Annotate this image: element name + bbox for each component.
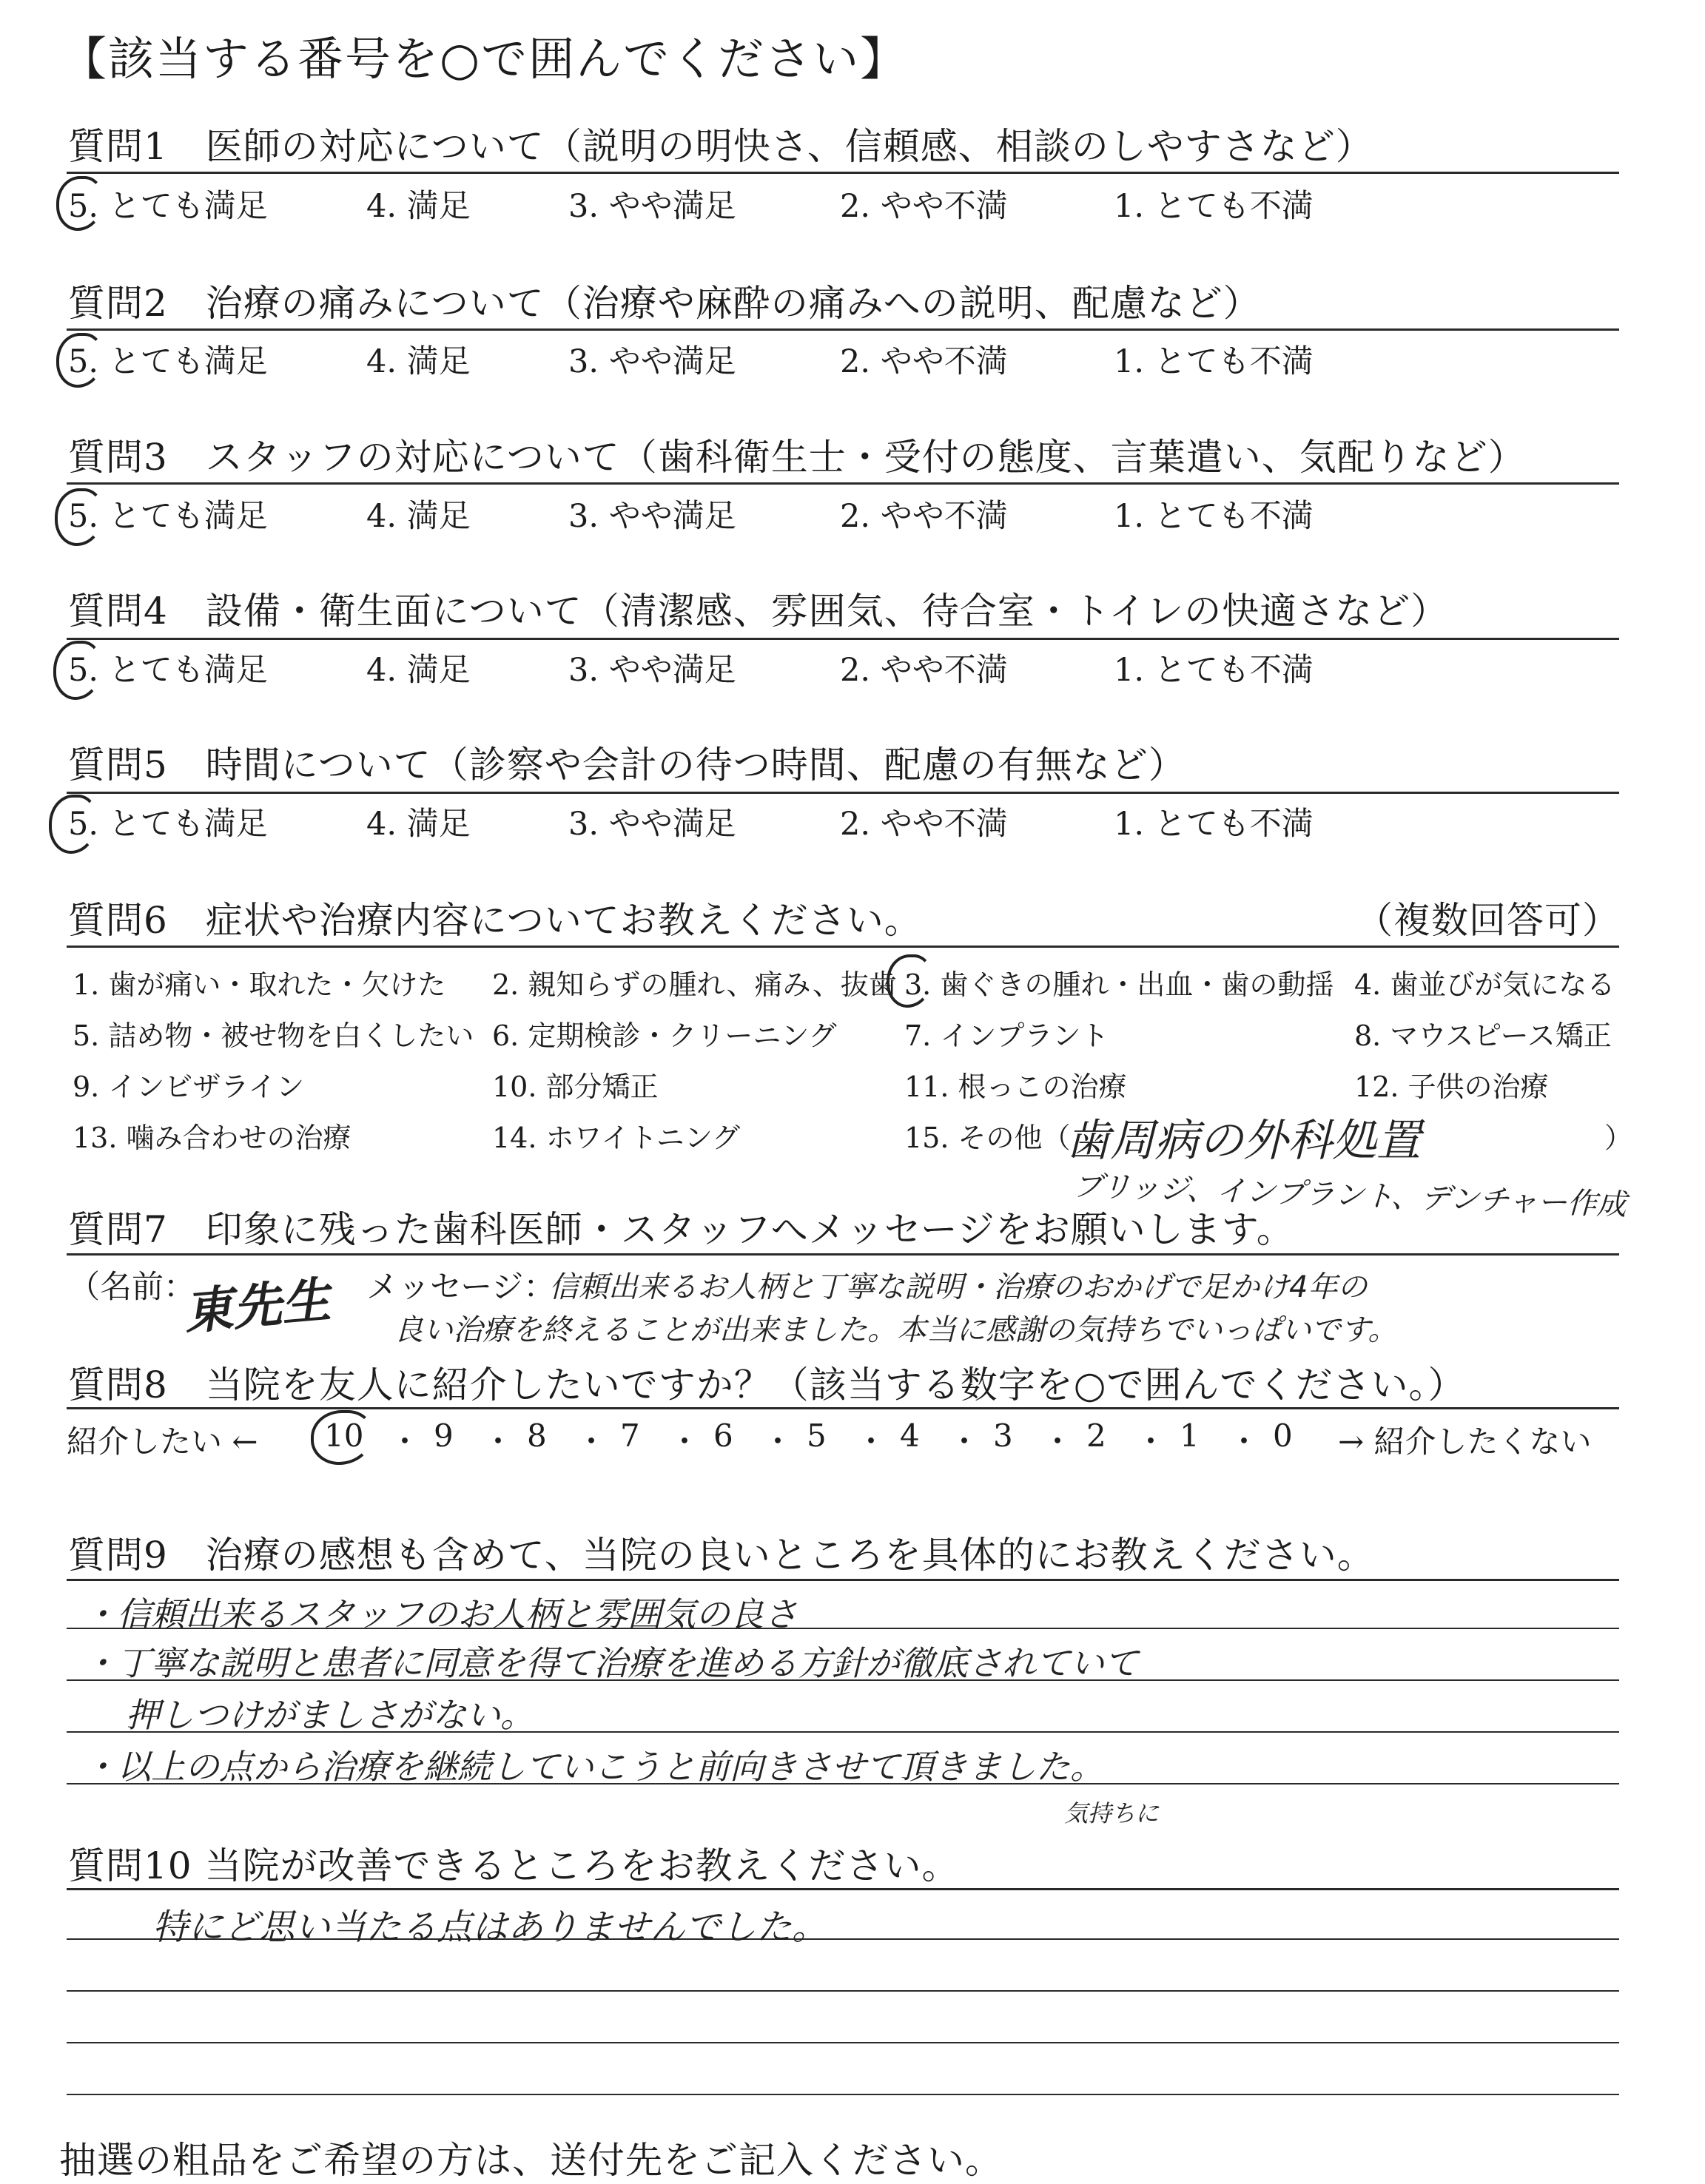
- q8-scale-4[interactable]: 4: [900, 1418, 920, 1454]
- q6-other-text-2[interactable]: ブリッジ、インプラント、デンチャー作成: [1072, 1168, 1627, 1223]
- q6-item-9[interactable]: 9. インビザライン: [73, 1071, 305, 1103]
- q5-heading: 質問5 時間について（診察や会計の待つ時間、配慮の有無など）: [68, 744, 1186, 786]
- q5-answer-circle: [49, 795, 98, 854]
- q8-dot: ・: [669, 1423, 701, 1460]
- q1-rule: [67, 172, 1619, 174]
- q5-option-5[interactable]: 5. とても満足: [68, 806, 268, 843]
- q3-option-3[interactable]: 3. やや満足: [568, 498, 736, 535]
- q9-answer-line-3[interactable]: 押しつけがましさがない。: [126, 1695, 534, 1735]
- q7-heading: 質問7 印象に残った歯科医師・スタッフへメッセージをお願いします。: [68, 1208, 1294, 1251]
- q6-item-13[interactable]: 13. 噛み合わせの治療: [73, 1122, 352, 1154]
- q1-option-1[interactable]: 1. とても不満: [1114, 188, 1314, 225]
- q4-option-3[interactable]: 3. やや満足: [568, 652, 736, 689]
- q8-left-label: 紹介したい ←: [67, 1423, 258, 1460]
- q7-name-label: （名前：: [68, 1269, 195, 1306]
- q8-scale-9[interactable]: 9: [434, 1418, 454, 1454]
- q2-option-4[interactable]: 4. 満足: [366, 343, 471, 380]
- q8-right-label: → 紹介したくない: [1338, 1423, 1592, 1460]
- q4-option-1[interactable]: 1. とても不満: [1114, 652, 1314, 689]
- q7-name-value[interactable]: 東先生: [181, 1271, 333, 1341]
- q8-scale-0[interactable]: 0: [1273, 1418, 1293, 1454]
- q8-answer-circle: [311, 1410, 373, 1465]
- q7-message-line-1[interactable]: 信頼出来るお人柄と丁寧な説明・治療のおかげで足かけ4年の: [549, 1270, 1368, 1304]
- q3-heading: 質問3 スタッフの対応について（歯科衛生士・受付の態度、言葉遣い、気配りなど）: [68, 436, 1526, 479]
- q8-dot: ・: [389, 1423, 421, 1460]
- q9-heading: 質問9 治療の感想も含めて、当院の良いところを具体的にお教えください。: [68, 1534, 1375, 1577]
- q9-answer-line-1[interactable]: ・信頼出来るスタッフのお人柄と雰囲気の良さ: [83, 1594, 798, 1634]
- q1-option-4[interactable]: 4. 満足: [366, 188, 471, 225]
- q3-option-2[interactable]: 2. やや不満: [840, 498, 1008, 535]
- q3-option-4[interactable]: 4. 満足: [366, 498, 471, 535]
- q2-option-2[interactable]: 2. やや不満: [840, 343, 1008, 380]
- q4-option-4[interactable]: 4. 満足: [366, 652, 471, 689]
- q6-item-15-close-paren: ）: [1604, 1122, 1633, 1154]
- page-title: 【該当する番号を○で囲んでください】: [61, 32, 908, 86]
- q8-heading: 質問8 当院を友人に紹介したいですか？（該当する数字を○で囲んでください。）: [68, 1364, 1466, 1406]
- q3-option-1[interactable]: 1. とても不満: [1114, 498, 1314, 535]
- q5-option-4[interactable]: 4. 満足: [366, 806, 471, 843]
- q8-scale-6[interactable]: 6: [713, 1418, 733, 1454]
- q10-line-2: [67, 1990, 1619, 1992]
- q8-dot: ・: [1228, 1423, 1260, 1460]
- q6-item-3[interactable]: 3. 歯ぐきの腫れ・出血・歯の動揺: [904, 968, 1334, 1001]
- q2-option-5[interactable]: 5. とても満足: [68, 343, 268, 380]
- q8-scale-10[interactable]: 10: [324, 1418, 364, 1454]
- q8-scale-5[interactable]: 5: [807, 1418, 827, 1454]
- q6-item-10[interactable]: 10. 部分矯正: [492, 1071, 659, 1103]
- q5-rule: [67, 792, 1619, 794]
- q2-heading: 質問2 治療の痛みについて（治療や麻酔の痛みへの説明、配慮など）: [68, 282, 1261, 325]
- q4-answer-circle: [53, 641, 102, 700]
- q6-item-14[interactable]: 14. ホワイトニング: [492, 1122, 741, 1154]
- q1-option-5[interactable]: 5. とても満足: [68, 188, 268, 225]
- q5-option-2[interactable]: 2. やや不満: [840, 806, 1008, 843]
- q8-dot: ・: [949, 1423, 981, 1460]
- q7-message-label: メッセージ：: [366, 1269, 556, 1306]
- q6-item-8[interactable]: 8. マウスピース矯正: [1354, 1019, 1612, 1052]
- q1-heading: 質問1 医師の対応について（説明の明快さ、信頼感、相談のしやすさなど）: [68, 125, 1373, 168]
- q6-item-6[interactable]: 6. 定期検診・クリーニング: [492, 1019, 837, 1052]
- q5-option-3[interactable]: 3. やや満足: [568, 806, 736, 843]
- q1-option-2[interactable]: 2. やや不満: [840, 188, 1008, 225]
- q10-line-3: [67, 2042, 1619, 2043]
- q6-item-4[interactable]: 4. 歯並びが気になる: [1354, 968, 1615, 1001]
- q6-heading: 質問6 症状や治療内容についてお教えください。: [68, 899, 922, 942]
- q3-option-5[interactable]: 5. とても満足: [68, 498, 268, 535]
- q6-item-2[interactable]: 2. 親知らずの腫れ、痛み、抜歯: [492, 968, 897, 1001]
- q1-option-3[interactable]: 3. やや満足: [568, 188, 736, 225]
- q2-option-3[interactable]: 3. やや満足: [568, 343, 736, 380]
- q6-other-text[interactable]: 歯周病の外科処置: [1066, 1115, 1421, 1167]
- q2-rule: [67, 328, 1619, 331]
- q6-item-5[interactable]: 5. 詰め物・被せ物を白くしたい: [73, 1019, 474, 1052]
- q8-dot: ・: [576, 1423, 608, 1460]
- q2-option-1[interactable]: 1. とても不満: [1114, 343, 1314, 380]
- q7-rule: [67, 1253, 1619, 1256]
- q6-item-15[interactable]: 15. その他（: [904, 1122, 1071, 1154]
- q10-answer[interactable]: 特にど思い当たる点はありませんでした。: [152, 1907, 828, 1948]
- q3-rule: [67, 482, 1619, 485]
- q10-line-4: [67, 2094, 1619, 2095]
- q6-item-7[interactable]: 7. インプラント: [904, 1019, 1109, 1052]
- q8-scale-3[interactable]: 3: [993, 1418, 1013, 1454]
- q8-dot: ・: [855, 1423, 887, 1460]
- footer-note: 抽選の粗品をご希望の方は、送付先をご記入ください。: [59, 2139, 1003, 2182]
- q9-insertion-note[interactable]: 気持ちに: [1064, 1799, 1160, 1827]
- q3-answer-circle: [55, 488, 104, 546]
- q4-rule: [67, 638, 1619, 640]
- q8-scale-7[interactable]: 7: [620, 1418, 640, 1454]
- q9-answer-line-4[interactable]: ・以上の点から治療を継続していこうと前向きさせて頂きました。: [83, 1747, 1104, 1787]
- q9-answer-line-2[interactable]: ・丁寧な説明と患者に同意を得て治療を進める方針が徹底されていて: [83, 1643, 1138, 1683]
- q8-dot: ・: [1042, 1423, 1074, 1460]
- q6-multiple-note: （複数回答可）: [1356, 899, 1620, 942]
- q6-rule: [67, 946, 1619, 948]
- q10-heading: 質問10 当院が改善できるところをお教えください。: [68, 1844, 960, 1887]
- q6-item-12[interactable]: 12. 子供の治療: [1354, 1071, 1549, 1103]
- q8-scale-8[interactable]: 8: [527, 1418, 547, 1454]
- q6-item-11[interactable]: 11. 根っこの治療: [904, 1071, 1127, 1103]
- q5-option-1[interactable]: 1. とても不満: [1114, 806, 1314, 843]
- q4-option-5[interactable]: 5. とても満足: [68, 652, 268, 689]
- q6-item-1[interactable]: 1. 歯が痛い・取れた・欠けた: [73, 968, 446, 1001]
- q7-message-line-2[interactable]: 良い治療を終えることが出来ました。本当に感謝の気持ちでいっぱいです。: [394, 1313, 1398, 1347]
- q8-dot: ・: [762, 1423, 794, 1460]
- q10-rule: [67, 1888, 1619, 1890]
- q8-rule: [67, 1407, 1619, 1409]
- q8-dot: ・: [1135, 1423, 1167, 1460]
- q8-scale-1[interactable]: 1: [1180, 1418, 1200, 1454]
- q8-scale-2[interactable]: 2: [1086, 1418, 1106, 1454]
- q8-dot: ・: [482, 1423, 514, 1460]
- q9-rule: [67, 1579, 1619, 1581]
- q4-option-2[interactable]: 2. やや不満: [840, 652, 1008, 689]
- q4-heading: 質問4 設備・衛生面について（清潔感、雰囲気、待合室・トイレの快適さなど）: [68, 590, 1449, 633]
